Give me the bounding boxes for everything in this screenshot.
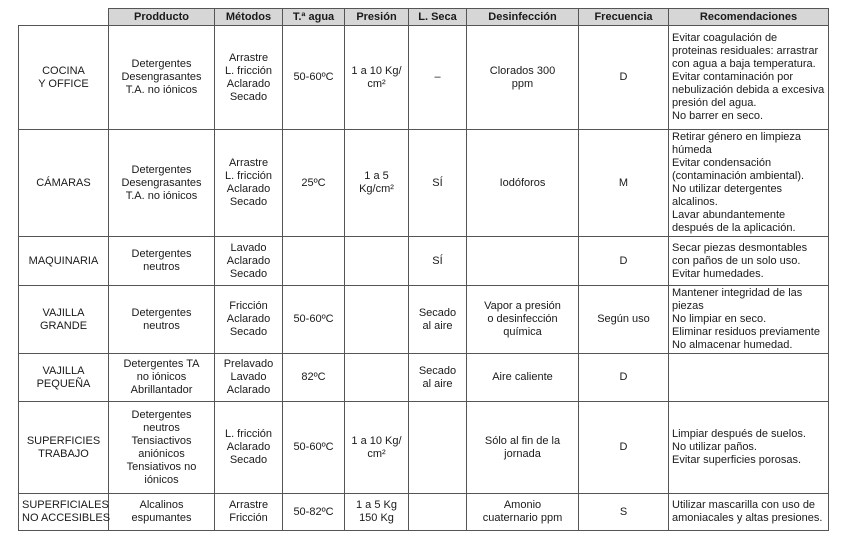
presion-line: cm²: [367, 77, 386, 90]
area-line: SUPERFICIES: [26, 434, 101, 447]
agua-line: 50-60ºC: [293, 71, 334, 83]
area-line: VAJILLA: [42, 306, 85, 319]
seca-line: al aire: [422, 377, 453, 390]
recomendaciones-line: Eliminar residuos previamente: [672, 326, 820, 338]
limpieza-seca-cell: [409, 286, 467, 354]
recomendaciones-line: No almacenar humedad.: [672, 339, 793, 351]
recomendaciones-cell: [669, 286, 829, 354]
table-row: [19, 237, 829, 286]
recomendaciones-line: Evitar superficies porosas.: [672, 454, 801, 466]
presion-line: 1 a 10 Kg/: [351, 434, 402, 447]
recomendaciones-line: Utilizar mascarilla con uso de amoniacales y altas presiones.: [672, 499, 823, 524]
producto-line: Detergentes: [131, 248, 192, 260]
metodos-line: Aclarado: [226, 254, 271, 267]
recomendaciones-cell: [669, 130, 829, 237]
presion-cell: [345, 237, 409, 286]
area-line: CÁMARAS: [36, 176, 91, 189]
desinfeccion-cell: [467, 237, 579, 286]
producto-line: Tensiativos no: [126, 460, 197, 473]
recomendaciones-cell: [669, 237, 829, 286]
table-row: [19, 26, 829, 130]
desinfeccion-cell: [467, 26, 579, 130]
area-cell: [19, 130, 109, 237]
cleaning-table: [18, 8, 829, 531]
area-cell: [19, 494, 109, 531]
area-cell: [19, 402, 109, 494]
metodos-line: Prelavado: [223, 358, 274, 370]
metodos-line: Fricción: [229, 512, 268, 524]
desinfeccion-cell: [467, 494, 579, 531]
producto-cell: [109, 286, 215, 354]
metodos-line: Aclarado: [226, 183, 271, 195]
temperatura-agua-cell: [283, 354, 345, 402]
recomendaciones-line: Evitar coagulación de proteinas residuales: arrastrar con agua a baja temperatura.: [672, 32, 819, 70]
desinfeccion-line: Sólo al fin de la: [484, 434, 561, 447]
recomendaciones-line: Limpiar después de suelos.: [672, 428, 806, 440]
desinfeccion-line: Aire caliente: [492, 371, 553, 383]
limpieza-seca-cell: [409, 130, 467, 237]
recomendaciones-cell: [669, 354, 829, 402]
area-line: SUPERFICIALES: [22, 499, 109, 511]
recomendaciones-line: No limpiar en seco.: [672, 313, 767, 325]
area-line: COCINA: [42, 64, 85, 77]
producto-line: neutros: [143, 261, 180, 273]
table-body: [19, 26, 829, 531]
presion-cell: [345, 494, 409, 531]
frecuencia-cell: [579, 354, 669, 402]
header-limpieza-seca: L. Seca: [409, 9, 467, 26]
metodos-line: Secado: [229, 454, 268, 466]
recomendaciones-cell: [669, 402, 829, 494]
metodos-cell: [215, 130, 283, 237]
agua-line: 50-60ºC: [293, 441, 334, 453]
area-cell: [19, 354, 109, 402]
frecuencia-line: S: [619, 505, 628, 518]
recomendaciones-line: Retirar género en limpieza húmeda: [672, 131, 802, 156]
recomendaciones-line: No utilizar paños.: [672, 441, 757, 453]
frecuencia-cell: [579, 26, 669, 130]
desinfeccion-line: ppm: [511, 77, 534, 90]
table-row: [19, 354, 829, 402]
metodos-line: Secado: [229, 267, 268, 280]
area-line: VAJILLA: [42, 364, 85, 377]
limpieza-seca-cell: [409, 237, 467, 286]
frecuencia-line: M: [618, 176, 629, 189]
table-row: [19, 494, 829, 531]
producto-line: Detergentes: [131, 306, 192, 319]
metodos-line: Secado: [229, 326, 268, 338]
area-line: MAQUINARIA: [28, 254, 99, 267]
metodos-cell: [215, 286, 283, 354]
temperatura-agua-cell: [283, 130, 345, 237]
area-cell: [19, 26, 109, 130]
metodos-line: Aclarado: [226, 384, 271, 396]
header-blank: [19, 9, 109, 26]
metodos-line: L. fricción: [224, 428, 273, 440]
producto-line: iónicos: [144, 473, 179, 486]
producto-line: Abrillantador: [130, 384, 193, 396]
header-presion: Presión: [345, 9, 409, 26]
metodos-line: Arrastre: [228, 51, 269, 64]
producto-line: Detergentes: [131, 163, 192, 176]
metodos-line: Aclarado: [226, 313, 271, 325]
metodos-cell: [215, 494, 283, 531]
area-line: GRANDE: [39, 319, 88, 332]
metodos-cell: [215, 402, 283, 494]
seca-line: –: [434, 71, 441, 83]
metodos-line: Arrastre: [228, 499, 269, 511]
producto-line: Desengrasantes: [121, 71, 202, 83]
agua-line: 50-82ºC: [293, 505, 334, 518]
presion-line: cm²: [367, 447, 386, 460]
metodos-line: Aclarado: [226, 441, 271, 453]
desinfeccion-cell: [467, 402, 579, 494]
limpieza-seca-cell: [409, 494, 467, 531]
producto-cell: [109, 402, 215, 494]
area-line: Y OFFICE: [38, 77, 89, 90]
recomendaciones-line: Lavar abundantemente después de la aplicación.: [672, 209, 796, 234]
presion-cell: [345, 26, 409, 130]
temperatura-agua-cell: [283, 26, 345, 130]
header-desinfeccion: Desinfección: [467, 9, 579, 26]
recomendaciones-cell: [669, 26, 829, 130]
presion-cell: [345, 286, 409, 354]
header-producto: Prodducto: [109, 9, 215, 26]
limpieza-seca-cell: [409, 354, 467, 402]
header-recomendaciones: Recomendaciones: [669, 9, 829, 26]
producto-line: Alcalinos: [139, 499, 184, 511]
metodos-line: L. fricción: [224, 170, 273, 182]
desinfeccion-line: Amonio: [503, 499, 542, 511]
metodos-line: Secado: [229, 196, 268, 208]
presion-line: 150 Kg: [359, 512, 394, 524]
header-frecuencia: Frecuencia: [579, 9, 669, 26]
desinfeccion-line: Vapor a presión: [484, 300, 561, 312]
desinfeccion-line: o desinfección: [487, 313, 558, 325]
metodos-cell: [215, 26, 283, 130]
recomendaciones-line: Evitar contaminación por nebulización debida a excesiva presión del agua.: [672, 71, 825, 109]
header-temperatura-agua: T.ª agua: [283, 9, 345, 26]
seca-line: Secado: [418, 364, 457, 377]
recomendaciones-line: Secar piezas desmontables con paños de un solo uso.: [672, 241, 808, 267]
temperatura-agua-cell: [283, 402, 345, 494]
metodos-cell: [215, 354, 283, 402]
recomendaciones-line: Evitar humedades.: [672, 267, 764, 280]
desinfeccion-line: cuaternario ppm: [482, 512, 563, 524]
frecuencia-line: Según uso: [597, 313, 650, 325]
metodos-line: Lavado: [230, 371, 267, 383]
recomendaciones-line: No utilizar detergentes alcalinos.: [672, 183, 783, 208]
area-cell: [19, 237, 109, 286]
metodos-cell: [215, 237, 283, 286]
frecuencia-line: D: [619, 71, 628, 83]
frecuencia-line: D: [619, 254, 628, 267]
desinfeccion-line: jornada: [504, 447, 541, 460]
recomendaciones-line: No barrer en seco.: [672, 110, 764, 122]
temperatura-agua-cell: [283, 494, 345, 531]
table-row: [19, 130, 829, 237]
temperatura-agua-cell: [283, 286, 345, 354]
header-metodos: Métodos: [215, 9, 283, 26]
presion-line: Kg/cm²: [359, 183, 394, 195]
presion-cell: [345, 354, 409, 402]
frecuencia-cell: [579, 130, 669, 237]
limpieza-seca-cell: [409, 402, 467, 494]
metodos-line: Secado: [229, 90, 268, 103]
metodos-line: Lavado: [230, 241, 267, 254]
frecuencia-cell: [579, 402, 669, 494]
metodos-line: Fricción: [229, 300, 268, 312]
area-line: NO ACCESIBLES: [22, 512, 111, 524]
presion-line: 1 a 5: [364, 170, 389, 182]
frecuencia-cell: [579, 494, 669, 531]
area-line: TRABAJO: [38, 447, 89, 460]
frecuencia-cell: [579, 286, 669, 354]
producto-line: Detergentes: [131, 408, 192, 421]
agua-line: 25ºC: [301, 176, 326, 189]
area-cell: [19, 286, 109, 354]
table-row: [19, 286, 829, 354]
presion-line: 1 a 10 Kg/: [351, 64, 402, 77]
metodos-line: Aclarado: [226, 77, 271, 90]
producto-line: Tensiactivos: [131, 434, 192, 447]
producto-cell: [109, 494, 215, 531]
agua-line: 50-60ºC: [293, 313, 334, 325]
producto-line: espumantes: [131, 512, 192, 524]
seca-line: SÍ: [432, 254, 443, 267]
table-row: [19, 402, 829, 494]
producto-cell: [109, 237, 215, 286]
producto-line: neutros: [143, 319, 180, 332]
producto-line: Detergentes TA: [123, 358, 200, 370]
seca-line: SÍ: [432, 176, 443, 189]
recomendaciones-line: Mantener integridad de las piezas: [672, 287, 803, 312]
presion-cell: [345, 402, 409, 494]
metodos-line: L. fricción: [224, 64, 273, 77]
producto-line: no iónicos: [136, 371, 187, 383]
header-row: [19, 9, 829, 26]
temperatura-agua-cell: [283, 237, 345, 286]
metodos-line: Arrastre: [228, 157, 269, 169]
frecuencia-line: D: [619, 441, 628, 453]
desinfeccion-line: Clorados 300: [489, 64, 556, 77]
desinfeccion-cell: [467, 354, 579, 402]
area-line: PEQUEÑA: [36, 377, 91, 390]
presion-cell: [345, 130, 409, 237]
producto-line: T.A. no iónicos: [125, 84, 198, 96]
desinfeccion-cell: [467, 130, 579, 237]
agua-line: 82ºC: [301, 371, 326, 383]
producto-line: aniónicos: [138, 447, 185, 460]
limpieza-seca-cell: [409, 26, 467, 130]
desinfeccion-line: química: [503, 326, 542, 338]
producto-line: Detergentes: [131, 58, 192, 70]
recomendaciones-cell: [669, 494, 829, 531]
producto-line: T.A. no iónicos: [125, 189, 198, 202]
seca-line: al aire: [422, 319, 453, 332]
producto-cell: [109, 26, 215, 130]
producto-line: Desengrasantes: [121, 176, 202, 189]
producto-cell: [109, 354, 215, 402]
recomendaciones-line: Evitar condensación (contaminación ambiental).: [672, 157, 805, 182]
desinfeccion-line: Iodóforos: [499, 176, 546, 189]
producto-line: neutros: [143, 421, 180, 434]
desinfeccion-cell: [467, 286, 579, 354]
seca-line: Secado: [418, 306, 457, 319]
frecuencia-cell: [579, 237, 669, 286]
producto-cell: [109, 130, 215, 237]
frecuencia-line: D: [619, 371, 628, 383]
presion-line: 1 a 5 Kg: [356, 499, 397, 511]
